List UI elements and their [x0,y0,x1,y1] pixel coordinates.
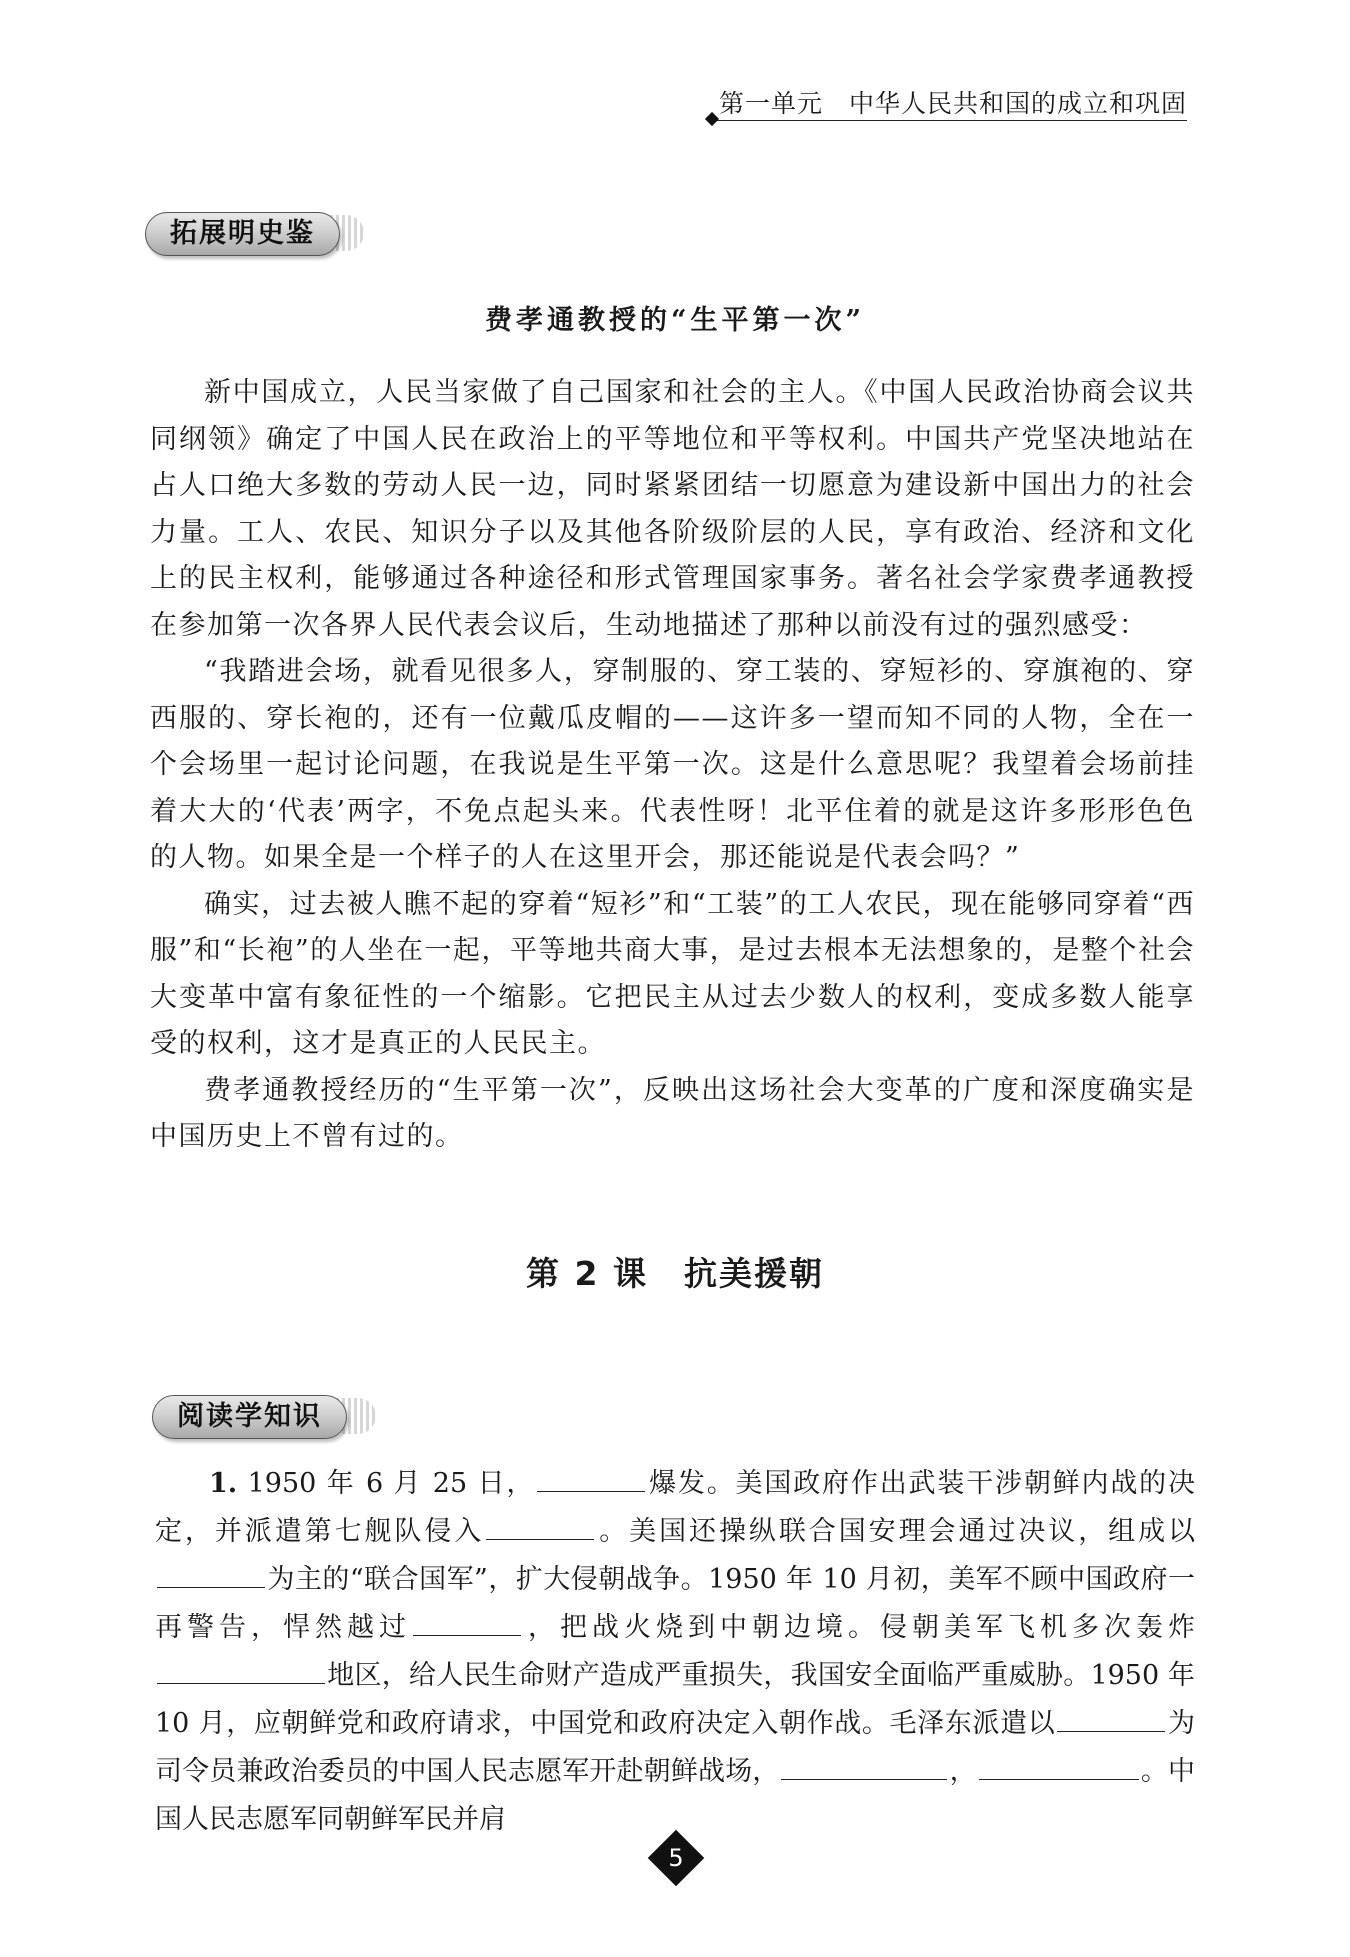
exercise-paragraph [155,1460,1195,1844]
fill-blank[interactable] [413,1609,521,1636]
running-head [705,84,1205,124]
exercise-text: 。美国还操纵联合国安理会通过决议，组成以 [596,1516,1196,1547]
exercise-text: 。中国人民志愿军同朝鲜军民并肩 [155,1756,1196,1835]
lesson-number: 第 2 课 [526,1254,648,1293]
article-paragraph: 新中国成立，人民当家做了自己国家和社会的主人。《中国人民政治协商会议共同纲领》确定了中国人民在政治上的平等地位和平等权利。中国共产党坚决地站在占人口绝大多数的劳动人民一边，同时紧紧团结一切愿意为建设新中国出力的社会力量。工人、农民、知识分子以及其他各阶级阶层的人民，享有政治、经济和文化上的民主权利，能够通过各种途径和形式管理国家事务。著名社会学家费孝通教授在参加第一次各界人民代表会议后，生动地描述了那种以前没有过的强烈感受： [150,377,1195,641]
question-number: 1. [209,1468,238,1499]
fill-blank[interactable] [781,1753,947,1780]
exercise-text: ，把战火烧到中朝边境。侵朝美军飞机多次轰炸 [523,1612,1195,1643]
exercise-text: 为主的“联合国军”，扩大侵朝战争。1950 年 10 月初，美军不顾中国政府一再警告，悍然越过 [155,1564,1195,1643]
exercise-question-1 [155,1460,1195,1844]
article-body [150,370,1195,1161]
exercise-text: 为司令员兼政治委员的中国人民志愿军开赴朝鲜战场， [155,1708,1195,1787]
exercise-text: 地区，给人民生命财产造成严重损失，我国安全面临严重威胁。1950 年 10 月，应朝鲜党和政府请求，中国党和政府决定入朝作战。毛泽东派遣以 [155,1660,1195,1739]
fill-blank[interactable] [486,1513,594,1540]
running-head-text: 第一单元 中华人民共和国的成立和巩固 [718,89,1187,118]
lesson-title [0,1248,1350,1295]
fill-blank[interactable] [157,1657,325,1684]
diamond-bullet-icon [705,112,719,126]
article-paragraph: 确实，过去被人瞧不起的穿着“短衫”和“工装”的工人农民，现在能够同穿着“西服”和“长袍”的人坐在一起，平等地共商大事，是过去根本无法想象的，是整个社会大变革中富有象征性的一个缩影。它把民主从过去少数人的权利，变成多数人能享受的权利，这才是真正的人民民主。 [150,888,1195,1059]
fill-blank[interactable] [1057,1705,1165,1732]
exercise-text: 1950 年 6 月 25 日， [237,1468,536,1499]
article-paragraph: 费孝通教授经历的“生平第一次”，反映出这场社会大变革的广度和深度确实是中国历史上不曾有过的。 [150,1074,1195,1152]
fill-blank[interactable] [979,1753,1139,1780]
section-badge-reading: 阅读学知识 [152,1395,347,1439]
exercise-text: 爆发。美国政府作出武装干涉朝鲜内战的决定，并派遣第七舰队侵入 [155,1468,1195,1547]
fill-blank[interactable] [537,1465,645,1492]
page-number-text: 5 [668,1844,684,1872]
page-number [648,1830,704,1886]
running-head-rule [715,120,1187,121]
lesson-name: 抗美援朝 [683,1254,824,1293]
fill-blank[interactable] [157,1561,265,1588]
section-badge-extension: 拓展明史鉴 [145,212,340,256]
article-title: 费孝通教授的“生平第一次” [484,305,866,336]
exercise-text: ， [949,1756,977,1787]
article-paragraph: “我踏进会场，就看见很多人，穿制服的、穿工装的、穿短衫的、穿旗袍的、穿西服的、穿长袍的，还有一位戴瓜皮帽的——这许多一望而知不同的人物，全在一个会场里一起讨论问题，在我说是生平第一次。这是什么意思呢？我望着会场前挂着大大的‘代表’两字，不免点起头来。代表性呀！北平住着的就是这许多形形色色的人物。如果全是一个样子的人在这里开会，那还能说是代表会吗？” [150,656,1195,873]
